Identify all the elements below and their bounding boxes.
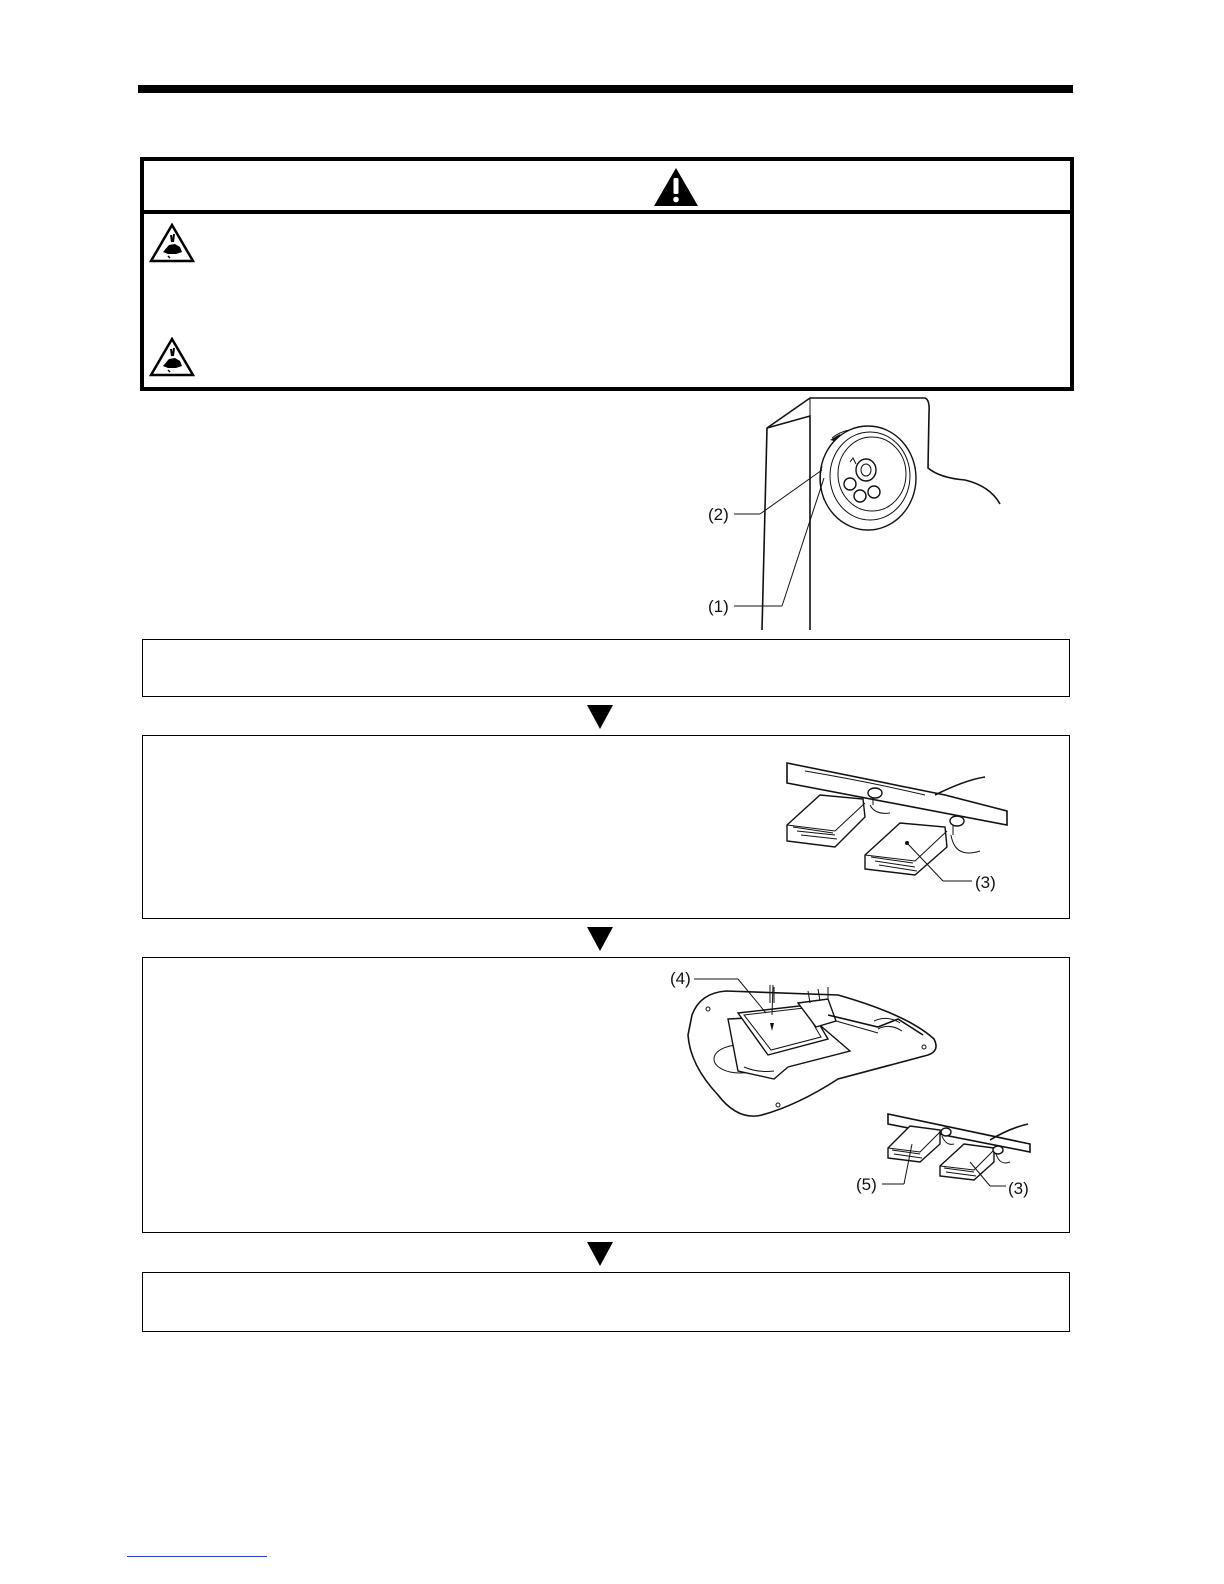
warning-triangle-icon: [653, 167, 699, 207]
pulley-illustration: [690, 388, 1030, 633]
down-triangle-arrow-icon: [587, 927, 613, 951]
work-clamp-illustration: [678, 975, 948, 1120]
callout-work-clamp-4: (4): [670, 969, 691, 988]
down-triangle-arrow-icon: [587, 1242, 613, 1266]
caution-box: [140, 157, 1074, 391]
callout-pulley-2: (2): [708, 505, 729, 524]
hand-injury-hazard-icon: [149, 337, 195, 377]
callout-foot-switch-3: (3): [975, 873, 996, 892]
footer-link-underline[interactable]: [127, 1556, 267, 1557]
callout-work-clamp-5: (5): [856, 1175, 877, 1194]
step-box-1: [142, 639, 1070, 697]
callout-pulley-1: (1): [708, 597, 729, 616]
foot-switch-illustration: [775, 755, 1020, 890]
hand-injury-hazard-icon: [149, 223, 195, 263]
down-triangle-arrow-icon: [587, 705, 613, 729]
callout-work-clamp-3: (3): [1008, 1179, 1029, 1198]
caution-header: [144, 161, 1070, 214]
step-box-4: [142, 1272, 1070, 1332]
top-rule: [138, 85, 1073, 93]
